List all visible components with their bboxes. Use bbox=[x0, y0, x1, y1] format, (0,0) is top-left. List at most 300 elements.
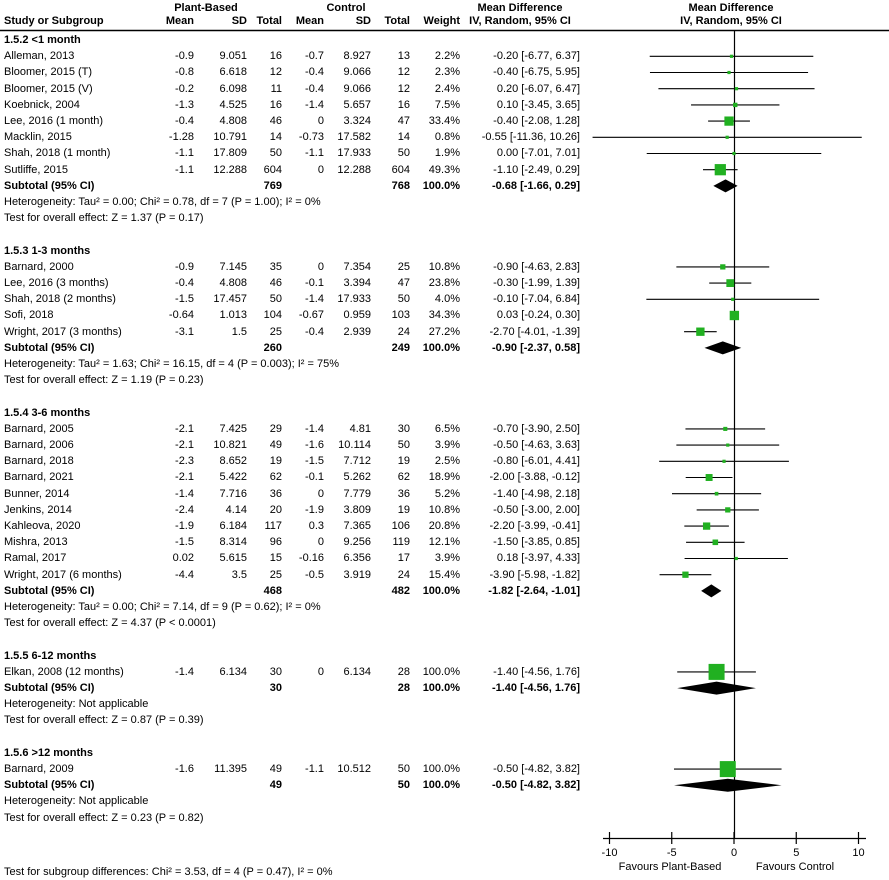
group-header-control: Control bbox=[326, 2, 366, 14]
sd-control: 9.066 bbox=[343, 82, 371, 95]
ci-text: -1.40 [-4.56, 1.76] bbox=[493, 665, 580, 678]
sd-control: 12.288 bbox=[337, 163, 371, 176]
sd-control: 3.919 bbox=[343, 568, 371, 581]
study-name: Koebnick, 2004 bbox=[4, 98, 80, 111]
weight-value: 3.9% bbox=[434, 552, 460, 565]
study-name: Barnard, 2021 bbox=[4, 471, 74, 484]
axis-tick-label: 0 bbox=[730, 847, 738, 859]
ci-text: -0.40 [-2.08, 1.28] bbox=[493, 115, 580, 127]
total-control: 36 bbox=[397, 487, 410, 500]
sd-control: 7.712 bbox=[343, 455, 371, 468]
study-name: Kahleova, 2020 bbox=[4, 520, 81, 532]
mean-control: -1.5 bbox=[305, 455, 324, 468]
total-plant-based: 96 bbox=[269, 536, 282, 549]
effect-marker bbox=[696, 328, 704, 336]
total-control: 13 bbox=[397, 50, 410, 63]
mean-plant-based: -1.9 bbox=[175, 520, 194, 532]
heterogeneity-text: Heterogeneity: Not applicable bbox=[4, 698, 149, 711]
effect-marker bbox=[715, 492, 719, 496]
sd-plant-based: 17.809 bbox=[213, 147, 247, 160]
sd-plant-based: 1.013 bbox=[219, 309, 247, 322]
weight-value: 23.8% bbox=[428, 277, 460, 289]
effect-marker bbox=[720, 761, 736, 777]
total-plant-based: 16 bbox=[269, 98, 282, 111]
total-plant-based: 62 bbox=[269, 471, 282, 484]
overall-effect-text: Test for overall effect: Z = 0.23 (P = 0.82) bbox=[4, 811, 204, 824]
sd-plant-based: 11.395 bbox=[214, 763, 247, 775]
mean-control: -0.4 bbox=[305, 66, 324, 79]
total-plant-based: 468 bbox=[263, 584, 282, 597]
mean-plant-based: -1.1 bbox=[175, 147, 194, 160]
weight-value: 49.3% bbox=[428, 163, 460, 176]
total-control: 12 bbox=[397, 82, 410, 95]
ci-text: -1.40 [-4.56, 1.76] bbox=[491, 682, 580, 694]
sd-plant-based: 8.652 bbox=[219, 455, 247, 468]
sd-plant-based: 4.14 bbox=[225, 503, 247, 516]
ci-text: -3.90 [-5.98, -1.82] bbox=[489, 568, 580, 581]
mean-control: -1.4 bbox=[305, 422, 324, 435]
sd-control: 8.927 bbox=[343, 50, 371, 63]
md-column-subtitle: IV, Random, 95% CI bbox=[469, 15, 571, 27]
total-control: 47 bbox=[397, 115, 410, 127]
sd-control: 17.933 bbox=[337, 147, 371, 160]
mean-plant-based: -1.1 bbox=[175, 163, 194, 176]
total-control: 16 bbox=[397, 98, 410, 111]
subtotal-diamond bbox=[704, 341, 741, 354]
sd-control: 5.262 bbox=[343, 471, 371, 484]
mean-control: -1.4 bbox=[305, 293, 324, 306]
weight-value: 27.2% bbox=[428, 325, 460, 338]
total-control: 50 bbox=[397, 763, 410, 775]
weight-value: 100.0% bbox=[422, 179, 460, 192]
total-plant-based: 260 bbox=[263, 341, 282, 354]
col-header-mean-pb: Mean bbox=[165, 15, 194, 27]
col-header-study: Study or Subgroup bbox=[4, 15, 104, 27]
sd-control: 7.779 bbox=[343, 487, 371, 500]
weight-value: 100.0% bbox=[422, 763, 460, 775]
study-name: Lee, 2016 (1 month) bbox=[4, 115, 104, 127]
study-name: Mishra, 2013 bbox=[4, 536, 68, 549]
sd-control: 9.066 bbox=[343, 66, 371, 79]
study-name: Barnard, 2006 bbox=[4, 439, 74, 451]
total-control: 30 bbox=[397, 422, 410, 435]
mean-plant-based: -2.3 bbox=[175, 455, 194, 468]
sd-plant-based: 10.791 bbox=[213, 131, 247, 144]
sd-control: 6.356 bbox=[343, 552, 371, 565]
weight-value: 0.8% bbox=[434, 131, 460, 144]
total-plant-based: 20 bbox=[269, 503, 282, 516]
heterogeneity-text: Heterogeneity: Not applicable bbox=[4, 795, 149, 808]
mean-plant-based: -0.9 bbox=[175, 50, 194, 63]
effect-marker bbox=[722, 460, 725, 463]
weight-value: 10.8% bbox=[428, 260, 460, 273]
favours-left-label: Favours Plant-Based bbox=[618, 861, 722, 873]
study-name: Wright, 2017 (6 months) bbox=[4, 568, 122, 581]
ci-text: -1.10 [-2.49, 0.29] bbox=[493, 163, 580, 176]
study-name: Subtotal (95% CI) bbox=[4, 341, 95, 354]
total-plant-based: 49 bbox=[269, 763, 282, 775]
group-header-plant-based: Plant-Based bbox=[174, 2, 238, 14]
sd-plant-based: 17.457 bbox=[213, 293, 247, 306]
sd-control: 10.114 bbox=[338, 439, 371, 451]
subgroup-label: 1.5.4 3-6 months bbox=[4, 406, 91, 419]
effect-marker bbox=[715, 164, 726, 175]
sd-control: 17.582 bbox=[337, 131, 371, 144]
study-name: Shah, 2018 (1 month) bbox=[4, 147, 111, 160]
effect-marker bbox=[713, 540, 719, 546]
weight-value: 18.9% bbox=[428, 471, 460, 484]
study-name: Subtotal (95% CI) bbox=[4, 779, 95, 792]
total-control: 482 bbox=[391, 584, 410, 597]
sd-plant-based: 7.425 bbox=[219, 422, 247, 435]
total-plant-based: 50 bbox=[269, 293, 282, 306]
sd-plant-based: 4.808 bbox=[219, 115, 247, 127]
sd-control: 7.354 bbox=[343, 260, 371, 273]
effect-marker bbox=[725, 507, 730, 512]
study-name: Ramal, 2017 bbox=[4, 552, 67, 565]
ci-text: -0.80 [-6.01, 4.41] bbox=[493, 455, 580, 468]
total-control: 50 bbox=[397, 147, 410, 160]
total-plant-based: 35 bbox=[269, 260, 282, 273]
study-name: Shah, 2018 (2 months) bbox=[4, 293, 116, 306]
study-name: Bloomer, 2015 (V) bbox=[4, 82, 93, 95]
sd-plant-based: 7.145 bbox=[219, 260, 247, 273]
total-plant-based: 14 bbox=[269, 131, 282, 144]
ci-text: -1.50 [-3.85, 0.85] bbox=[493, 536, 580, 549]
col-header-total-pb: Total bbox=[256, 15, 282, 27]
study-name: Subtotal (95% CI) bbox=[4, 179, 95, 192]
weight-value: 3.9% bbox=[434, 439, 460, 451]
mean-control: -1.9 bbox=[305, 503, 324, 516]
mean-plant-based: -1.4 bbox=[175, 487, 194, 500]
mean-control: -0.1 bbox=[305, 277, 324, 289]
effect-marker bbox=[732, 152, 735, 155]
effect-marker bbox=[730, 311, 739, 320]
study-name: Macklin, 2015 bbox=[4, 131, 72, 144]
ci-text: -0.90 [-4.63, 2.83] bbox=[493, 260, 580, 273]
sd-plant-based: 7.716 bbox=[219, 487, 247, 500]
mean-control: -1.1 bbox=[305, 147, 324, 160]
effect-marker bbox=[726, 279, 734, 287]
effect-marker bbox=[733, 103, 737, 107]
total-plant-based: 30 bbox=[269, 682, 282, 694]
ci-text: -0.50 [-4.63, 3.63] bbox=[493, 439, 580, 451]
sd-control: 17.933 bbox=[337, 293, 371, 306]
ci-text: 0.00 [-7.01, 7.01] bbox=[496, 147, 580, 160]
mean-control: -0.73 bbox=[298, 131, 324, 144]
total-control: 17 bbox=[397, 552, 410, 565]
col-header-sd-ctrl: SD bbox=[355, 15, 371, 27]
mean-control: -0.16 bbox=[298, 552, 324, 565]
weight-value: 2.2% bbox=[434, 50, 460, 63]
effect-marker bbox=[731, 298, 734, 301]
mean-plant-based: -0.9 bbox=[175, 260, 194, 273]
total-control: 249 bbox=[391, 341, 410, 354]
overall-effect-text: Test for overall effect: Z = 1.19 (P = 0.23) bbox=[4, 374, 204, 387]
mean-plant-based: -2.1 bbox=[175, 439, 194, 451]
weight-value: 34.3% bbox=[428, 309, 460, 322]
mean-control: 0 bbox=[317, 260, 324, 273]
mean-control: 0 bbox=[317, 665, 324, 678]
total-control: 19 bbox=[397, 455, 410, 468]
ci-text: -1.82 [-2.64, -1.01] bbox=[488, 584, 580, 597]
ci-text: -2.00 [-3.88, -0.12] bbox=[489, 471, 580, 484]
total-control: 62 bbox=[397, 471, 410, 484]
mean-control: -1.1 bbox=[305, 763, 324, 775]
total-control: 50 bbox=[397, 779, 410, 792]
ci-text: 0.03 [-0.24, 0.30] bbox=[496, 309, 580, 322]
effect-marker bbox=[735, 87, 738, 90]
mean-plant-based: -0.2 bbox=[175, 82, 194, 95]
weight-value: 20.8% bbox=[428, 520, 460, 532]
total-control: 50 bbox=[397, 439, 410, 451]
mean-plant-based: -1.28 bbox=[168, 131, 194, 144]
plot-column-title: Mean Difference bbox=[688, 2, 774, 14]
overall-effect-text: Test for overall effect: Z = 1.37 (P = 0.17) bbox=[4, 212, 204, 225]
favours-right-label: Favours Control bbox=[755, 861, 835, 873]
mean-control: 0 bbox=[317, 487, 324, 500]
sd-control: 7.365 bbox=[343, 520, 371, 532]
mean-plant-based: -0.64 bbox=[168, 309, 194, 322]
weight-value: 1.9% bbox=[434, 147, 460, 160]
study-name: Wright, 2017 (3 months) bbox=[4, 325, 122, 338]
col-header-sd-pb: SD bbox=[231, 15, 247, 27]
study-name: Elkan, 2008 (12 months) bbox=[4, 665, 124, 678]
subtotal-diamond bbox=[674, 779, 782, 792]
weight-value: 100.0% bbox=[422, 779, 460, 792]
sd-control: 3.394 bbox=[343, 277, 371, 289]
axis-tick-label: 5 bbox=[793, 847, 800, 859]
sd-control: 4.81 bbox=[349, 422, 371, 435]
md-column-title: Mean Difference bbox=[477, 2, 563, 14]
effect-marker bbox=[703, 522, 710, 529]
ci-text: -0.50 [-4.82, 3.82] bbox=[491, 779, 580, 792]
total-control: 28 bbox=[397, 682, 410, 694]
sd-control: 6.134 bbox=[343, 665, 371, 678]
total-plant-based: 30 bbox=[269, 665, 282, 678]
weight-value: 12.1% bbox=[428, 536, 460, 549]
weight-value: 6.5% bbox=[434, 422, 460, 435]
mean-plant-based: -0.4 bbox=[175, 115, 194, 127]
total-plant-based: 117 bbox=[264, 520, 282, 532]
mean-plant-based: -2.4 bbox=[175, 503, 194, 516]
mean-plant-based: -2.1 bbox=[175, 422, 194, 435]
effect-marker bbox=[682, 572, 688, 578]
mean-plant-based: 0.02 bbox=[172, 552, 194, 565]
ci-text: -2.70 [-4.01, -1.39] bbox=[489, 325, 580, 338]
heterogeneity-text: Heterogeneity: Tau² = 0.00; Chi² = 0.78, df = 7 (P = 1.00); I² = 0% bbox=[4, 196, 321, 208]
mean-control: -1.4 bbox=[305, 98, 324, 111]
mean-plant-based: -1.5 bbox=[175, 293, 194, 306]
study-name: Sutliffe, 2015 bbox=[4, 163, 69, 176]
ci-text: 0.20 [-6.07, 6.47] bbox=[496, 82, 580, 95]
weight-value: 2.4% bbox=[434, 82, 460, 95]
sd-plant-based: 6.098 bbox=[219, 82, 247, 95]
total-plant-based: 25 bbox=[269, 568, 282, 581]
mean-plant-based: -1.4 bbox=[175, 665, 194, 678]
ci-text: -0.20 [-6.77, 6.37] bbox=[493, 50, 580, 63]
effect-marker bbox=[723, 427, 727, 431]
total-control: 47 bbox=[397, 277, 410, 289]
subtotal-diamond bbox=[677, 682, 756, 695]
study-name: Bloomer, 2015 (T) bbox=[4, 66, 93, 79]
total-control: 24 bbox=[397, 325, 410, 338]
weight-value: 15.4% bbox=[428, 568, 460, 581]
study-name: Jenkins, 2014 bbox=[4, 503, 72, 516]
total-control: 119 bbox=[392, 536, 410, 549]
sd-plant-based: 10.821 bbox=[213, 439, 247, 451]
ci-text: -2.20 [-3.99, -0.41] bbox=[489, 520, 580, 532]
total-plant-based: 46 bbox=[269, 277, 282, 289]
total-plant-based: 29 bbox=[269, 422, 282, 435]
effect-marker bbox=[720, 264, 725, 269]
sd-plant-based: 1.5 bbox=[231, 325, 247, 338]
weight-value: 5.2% bbox=[434, 487, 460, 500]
study-name: Subtotal (95% CI) bbox=[4, 682, 95, 694]
sd-plant-based: 3.5 bbox=[231, 568, 247, 581]
ci-text: -0.68 [-1.66, 0.29] bbox=[491, 179, 580, 192]
sd-control: 2.939 bbox=[343, 325, 371, 338]
study-name: Subtotal (95% CI) bbox=[4, 584, 95, 597]
mean-plant-based: -1.6 bbox=[175, 763, 194, 775]
mean-plant-based: -1.3 bbox=[175, 98, 194, 111]
overall-effect-text: Test for overall effect: Z = 0.87 (P = 0.39) bbox=[4, 714, 204, 727]
total-control: 19 bbox=[397, 503, 410, 516]
weight-value: 100.0% bbox=[422, 665, 460, 678]
study-name: Bunner, 2014 bbox=[4, 487, 70, 500]
study-name: Barnard, 2009 bbox=[4, 763, 74, 775]
ci-text: -0.50 [-4.82, 3.82] bbox=[493, 763, 580, 775]
total-control: 604 bbox=[391, 163, 410, 176]
total-control: 103 bbox=[391, 309, 410, 322]
sd-control: 0.959 bbox=[343, 309, 371, 322]
sd-plant-based: 6.618 bbox=[219, 66, 247, 79]
heterogeneity-text: Heterogeneity: Tau² = 1.63; Chi² = 16.15, df = 4 (P = 0.003); I² = 75% bbox=[4, 358, 339, 370]
sd-control: 3.809 bbox=[343, 503, 371, 516]
effect-marker bbox=[727, 71, 730, 74]
col-header-total-ctrl: Total bbox=[384, 15, 410, 27]
axis-tick-label: -10 bbox=[601, 847, 618, 859]
sd-control: 9.256 bbox=[343, 536, 371, 549]
total-control: 106 bbox=[391, 520, 410, 532]
total-plant-based: 50 bbox=[269, 147, 282, 160]
mean-control: 0 bbox=[317, 163, 324, 176]
ci-text: 0.10 [-3.45, 3.65] bbox=[496, 98, 580, 111]
mean-control: -0.67 bbox=[298, 309, 324, 322]
subgroup-label: 1.5.2 <1 month bbox=[4, 34, 81, 46]
effect-marker bbox=[709, 664, 725, 680]
weight-value: 10.8% bbox=[428, 503, 460, 516]
mean-control: -0.5 bbox=[305, 568, 324, 581]
mean-control: 0 bbox=[317, 536, 324, 549]
subtotal-diamond bbox=[701, 584, 721, 597]
mean-plant-based: -1.5 bbox=[175, 536, 194, 549]
ci-text: -0.50 [-3.00, 2.00] bbox=[493, 503, 580, 516]
ci-text: 0.18 [-3.97, 4.33] bbox=[496, 552, 580, 565]
subgroup-label: 1.5.6 >12 months bbox=[4, 746, 93, 759]
mean-control: 0 bbox=[317, 115, 324, 127]
effect-marker bbox=[730, 55, 733, 58]
ci-text: -0.40 [-6.75, 5.95] bbox=[493, 66, 580, 79]
total-plant-based: 16 bbox=[269, 50, 282, 63]
mean-plant-based: -3.1 bbox=[175, 325, 194, 338]
sd-control: 3.324 bbox=[343, 115, 371, 127]
effect-marker bbox=[726, 136, 729, 139]
axis-tick-label: 10 bbox=[852, 847, 865, 859]
weight-value: 100.0% bbox=[422, 682, 460, 694]
total-plant-based: 12 bbox=[269, 66, 282, 79]
sd-plant-based: 4.808 bbox=[219, 277, 247, 289]
sd-plant-based: 5.615 bbox=[219, 552, 247, 565]
study-name: Barnard, 2005 bbox=[4, 422, 74, 435]
effect-marker bbox=[724, 116, 733, 125]
total-plant-based: 769 bbox=[263, 179, 282, 192]
total-plant-based: 25 bbox=[269, 325, 282, 338]
sd-plant-based: 4.525 bbox=[219, 98, 247, 111]
total-plant-based: 604 bbox=[263, 163, 282, 176]
axis-tick-label: -5 bbox=[666, 847, 677, 859]
total-plant-based: 19 bbox=[269, 455, 282, 468]
study-name: Barnard, 2018 bbox=[4, 455, 74, 468]
mean-control: -0.4 bbox=[305, 82, 324, 95]
overall-effect-text: Test for overall effect: Z = 4.37 (P < 0.0001) bbox=[4, 617, 216, 630]
subgroup-difference-test: Test for subgroup differences: Chi² = 3.53, df = 4 (P = 0.47), I² = 0% bbox=[4, 866, 333, 878]
sd-plant-based: 12.288 bbox=[213, 163, 247, 176]
weight-value: 4.0% bbox=[434, 293, 460, 306]
ci-text: -1.40 [-4.98, 2.18] bbox=[493, 487, 580, 500]
weight-value: 2.5% bbox=[434, 455, 460, 468]
weight-value: 100.0% bbox=[422, 341, 460, 354]
mean-control: -0.7 bbox=[305, 50, 324, 63]
ci-text: -0.30 [-1.99, 1.39] bbox=[493, 277, 580, 289]
heterogeneity-text: Heterogeneity: Tau² = 0.00; Chi² = 7.14, df = 9 (P = 0.62); I² = 0% bbox=[4, 601, 321, 613]
total-control: 12 bbox=[397, 66, 410, 79]
total-plant-based: 49 bbox=[269, 439, 282, 451]
total-control: 50 bbox=[397, 293, 410, 306]
study-name: Lee, 2016 (3 months) bbox=[4, 277, 109, 289]
total-plant-based: 36 bbox=[269, 487, 282, 500]
mean-plant-based: -0.8 bbox=[175, 66, 194, 79]
study-name: Sofi, 2018 bbox=[4, 309, 54, 322]
mean-plant-based: -4.4 bbox=[175, 568, 194, 581]
total-control: 768 bbox=[391, 179, 410, 192]
sd-plant-based: 6.134 bbox=[219, 665, 247, 678]
effect-marker bbox=[735, 557, 738, 560]
total-plant-based: 49 bbox=[269, 779, 282, 792]
total-plant-based: 11 bbox=[270, 82, 282, 95]
sd-plant-based: 5.422 bbox=[219, 471, 247, 484]
ci-text: -0.10 [-7.04, 6.84] bbox=[493, 293, 580, 306]
col-header-weight: Weight bbox=[423, 15, 460, 27]
plot-column-subtitle: IV, Random, 95% CI bbox=[680, 15, 782, 27]
sd-plant-based: 8.314 bbox=[219, 536, 247, 549]
mean-control: -1.6 bbox=[305, 439, 324, 451]
sd-control: 5.657 bbox=[343, 98, 371, 111]
total-control: 24 bbox=[397, 568, 410, 581]
sd-control: 10.512 bbox=[337, 763, 371, 775]
effect-marker bbox=[726, 444, 729, 447]
ci-text: -0.55 [-11.36, 10.26] bbox=[481, 131, 580, 144]
total-control: 25 bbox=[397, 260, 410, 273]
total-plant-based: 104 bbox=[263, 309, 282, 322]
ci-text: -0.70 [-3.90, 2.50] bbox=[493, 422, 580, 435]
study-name: Barnard, 2000 bbox=[4, 260, 74, 273]
mean-control: -0.1 bbox=[305, 471, 324, 484]
total-plant-based: 46 bbox=[269, 115, 282, 127]
mean-control: 0.3 bbox=[308, 520, 324, 532]
weight-value: 7.5% bbox=[434, 98, 460, 111]
col-header-mean-ctrl: Mean bbox=[295, 15, 324, 27]
